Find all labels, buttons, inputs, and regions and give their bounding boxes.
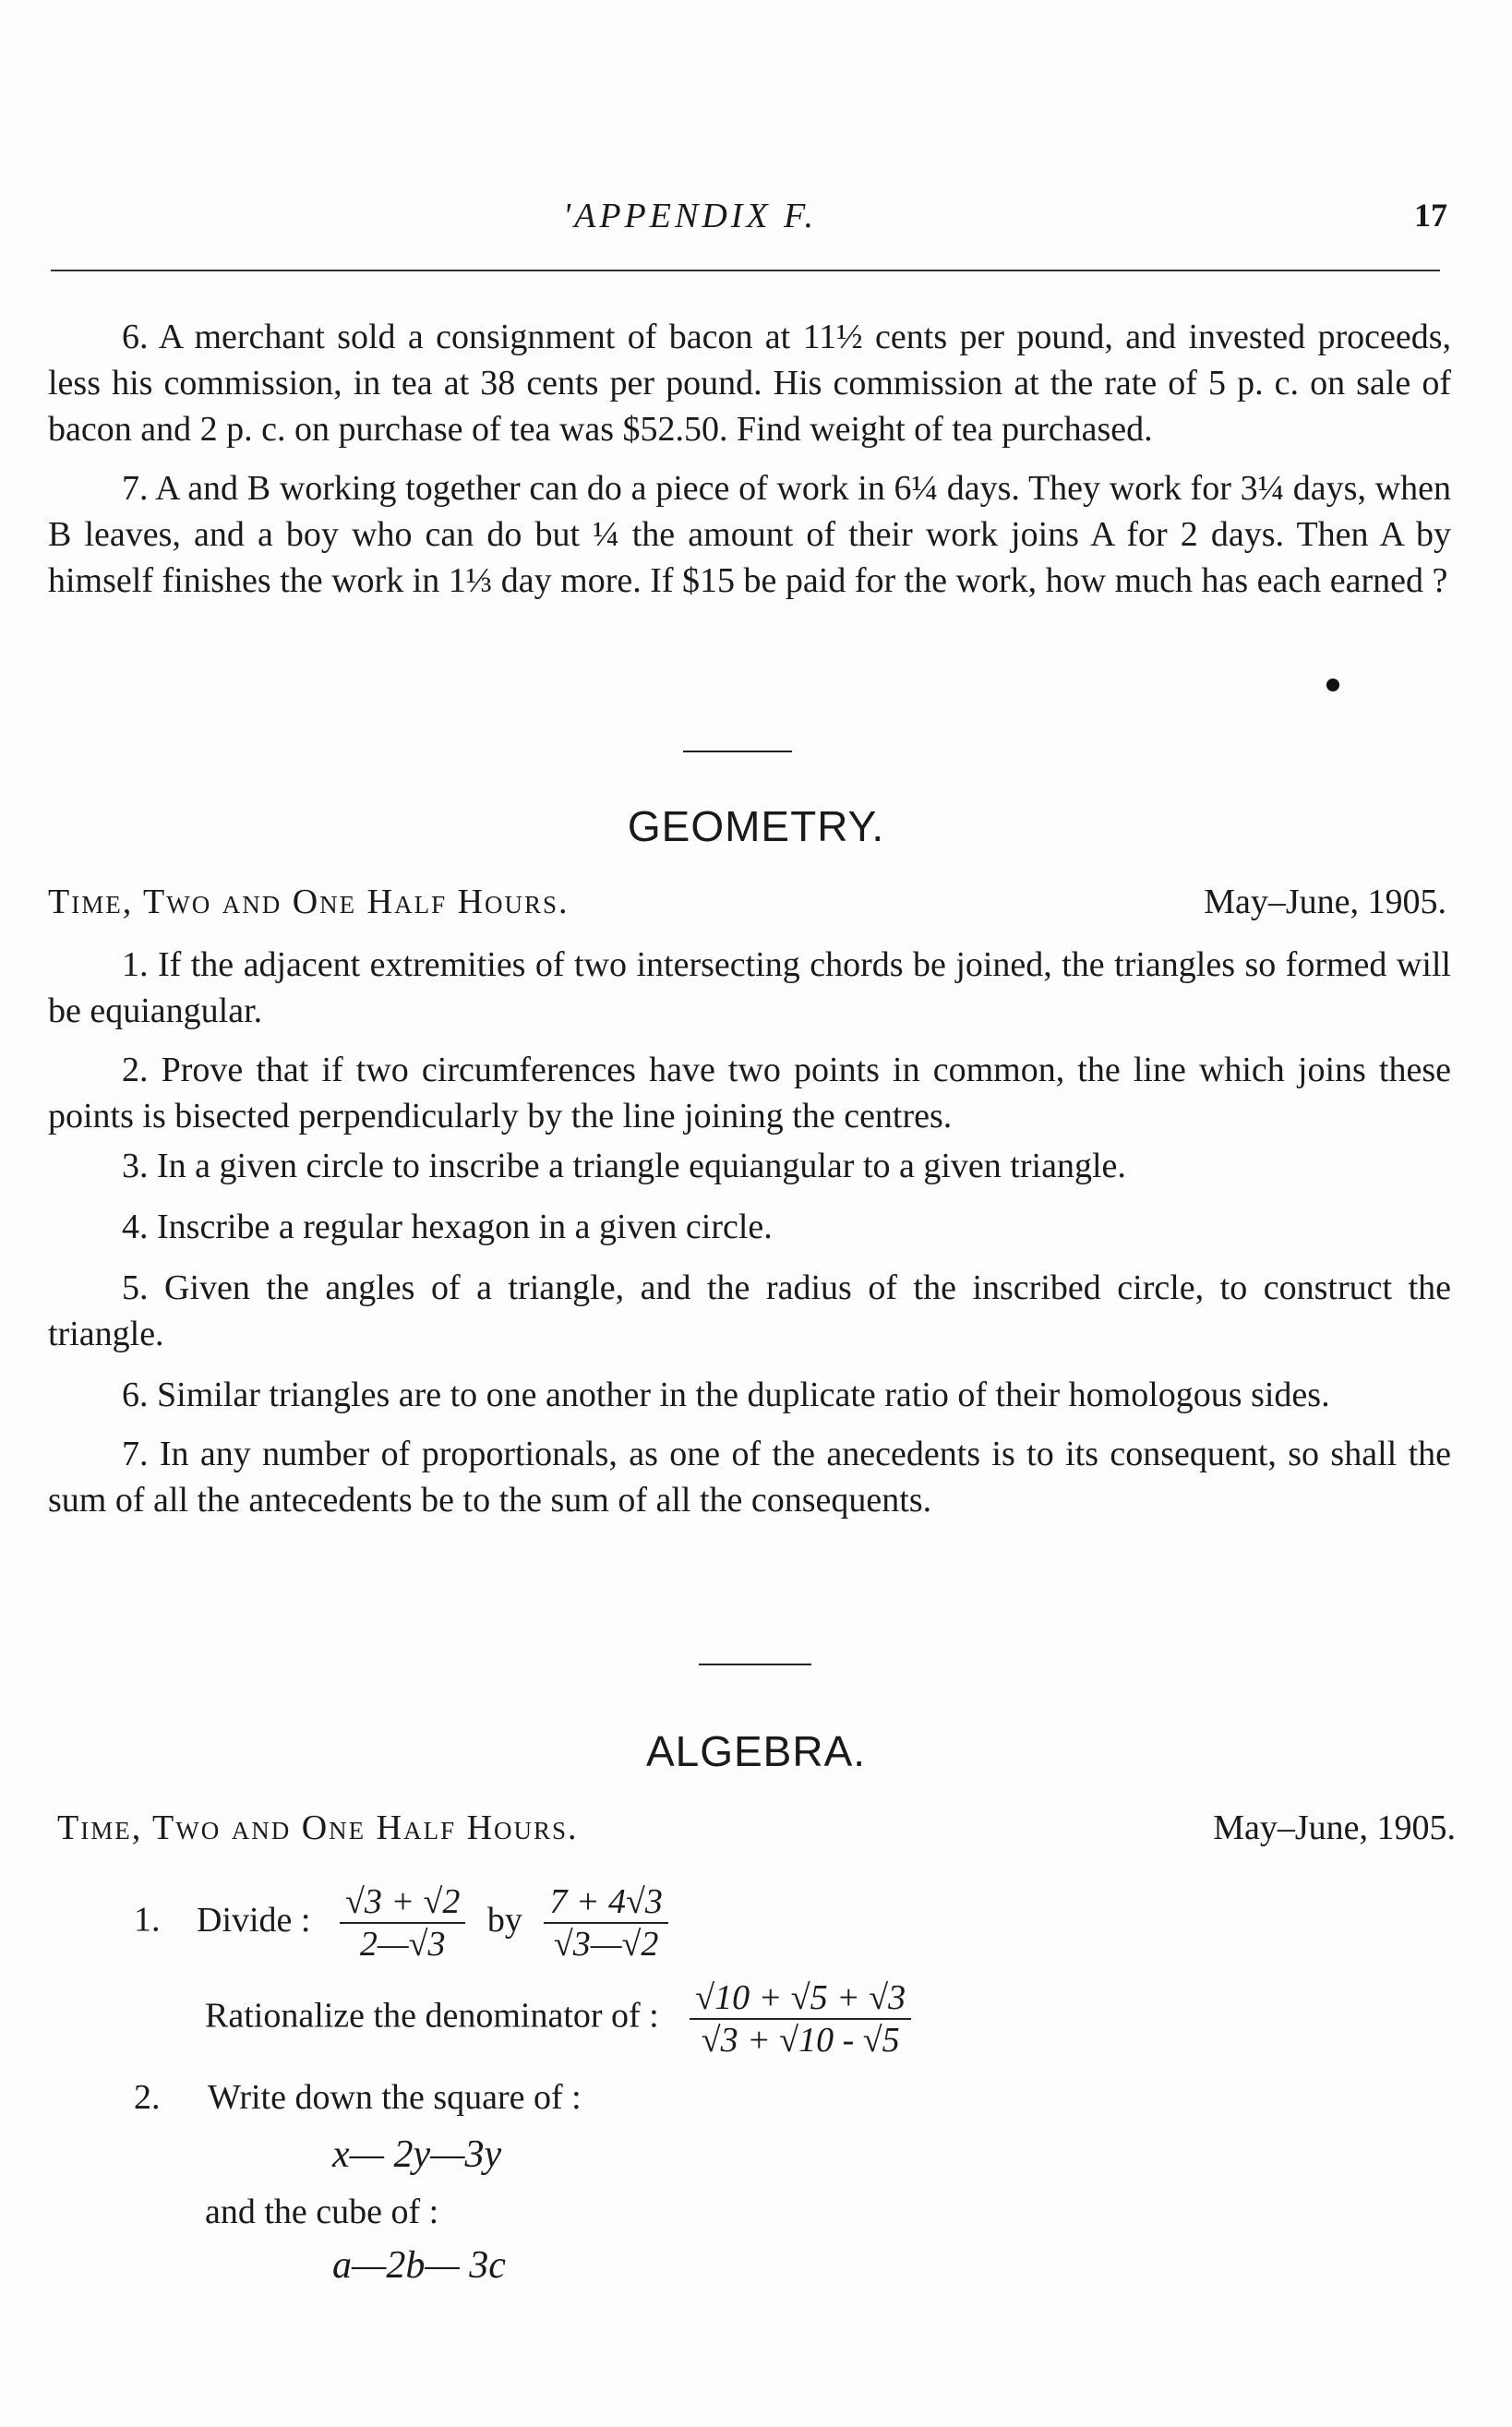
- divide-label: Divide :: [197, 1900, 311, 1940]
- running-title: 'APPENDIX F.: [563, 197, 817, 235]
- fraction-2-denominator: √3—√2: [553, 1925, 659, 1964]
- fraction-2: [544, 1881, 668, 1964]
- fraction-1: [340, 1881, 465, 1964]
- fraction-3-numerator: √10 + √5 + √3: [690, 1977, 911, 2020]
- geometry-time: Time, Two and One Half Hours.: [48, 883, 570, 921]
- geometry-question-7: 7. In any number of proportionals, as one of the anecedents is to its consequent, so shall the sum of all the antecedents be to the sum of all the consequents.: [48, 1435, 1451, 1520]
- arithmetic-section: [48, 314, 1451, 604]
- algebra-question-1-row-2: [205, 1977, 911, 2061]
- square-label: Write down the square of :: [208, 2078, 582, 2117]
- fraction-1-denominator: 2—√3: [359, 1925, 446, 1964]
- algebra-question-2-row-1: [134, 2077, 582, 2118]
- geometry-heading: GEOMETRY.: [627, 802, 885, 850]
- algebra-question-1-number: 1.: [134, 1900, 161, 1940]
- running-header: [0, 196, 1512, 251]
- algebra-time-line: [57, 1808, 1456, 1848]
- cube-expression: a—2b— 3c: [332, 2244, 506, 2287]
- fraction-2-numerator: 7 + 4√3: [544, 1881, 668, 1924]
- geometry-question-3: 3. In a given circle to inscribe a triangle equiangular to a given triangle.: [122, 1147, 1126, 1185]
- fraction-1-numerator: √3 + √2: [340, 1881, 465, 1924]
- geometry-time-line: [48, 882, 1446, 922]
- ink-dot: [1326, 679, 1339, 691]
- algebra-date: May–June, 1905.: [1213, 1808, 1456, 1847]
- page-number: 17: [1414, 197, 1447, 234]
- algebra-heading: ALGEBRA.: [645, 1727, 867, 1775]
- geometry-question-6: 6. Similar triangles are to one another in the duplicate ratio of their homologous sides.: [122, 1376, 1330, 1414]
- algebra-question-2-number: 2.: [134, 2078, 161, 2117]
- cube-label: and the cube of :: [205, 2193, 439, 2231]
- geometry-question-5: 5. Given the angles of a triangle, and the radius of the inscribed circle, to construct the triangle.: [48, 1268, 1451, 1353]
- by-label: by: [486, 1900, 522, 1940]
- arithmetic-question-6: 6. A merchant sold a consignment of bacon at 11½ cents per pound, and invested proceeds, less his commission, in tea at 38 cents per pound. His commission at the rate of 5 p. c. on sale of bacon and 2 p. c. on purchase of tea was $52.50. Find weight of tea purchased.: [48, 318, 1451, 449]
- geometry-questions: [48, 942, 1451, 1523]
- arithmetic-question-7: 7. A and B working together can do a piece of work in 6¼ days. They work for 3¼ days, when B leaves, and a boy who can do but ¼ the amount of their work joins A for 2 days. Then A by himself finishes the work in 1⅓ day more. If $15 be paid for the work, how much has each earned ?: [48, 469, 1451, 600]
- square-expression: x— 2y—3y: [332, 2133, 502, 2176]
- algebra-time: Time, Two and One Half Hours.: [57, 1808, 579, 1847]
- section-divider: [699, 1664, 811, 1665]
- fraction-3: [690, 1977, 911, 2061]
- header-rule: [51, 270, 1440, 271]
- geometry-date: May–June, 1905.: [1204, 883, 1446, 921]
- geometry-question-1: 1. If the adjacent extremities of two intersecting chords be joined, the triangles so formed will be equiangular.: [48, 945, 1451, 1030]
- rationalize-label: Rationalize the denominator of :: [205, 1996, 659, 2036]
- fraction-3-denominator: √3 + √10 - √5: [701, 2021, 900, 2060]
- section-divider: [683, 751, 792, 752]
- geometry-question-4: 4. Inscribe a regular hexagon in a given circle.: [122, 1207, 773, 1246]
- algebra-question-1-row-1: [134, 1881, 668, 1964]
- geometry-question-2: 2. Prove that if two circumferences have two points in common, the line which joins these points is bisected perpendicularly by the line joining the centres.: [48, 1051, 1451, 1135]
